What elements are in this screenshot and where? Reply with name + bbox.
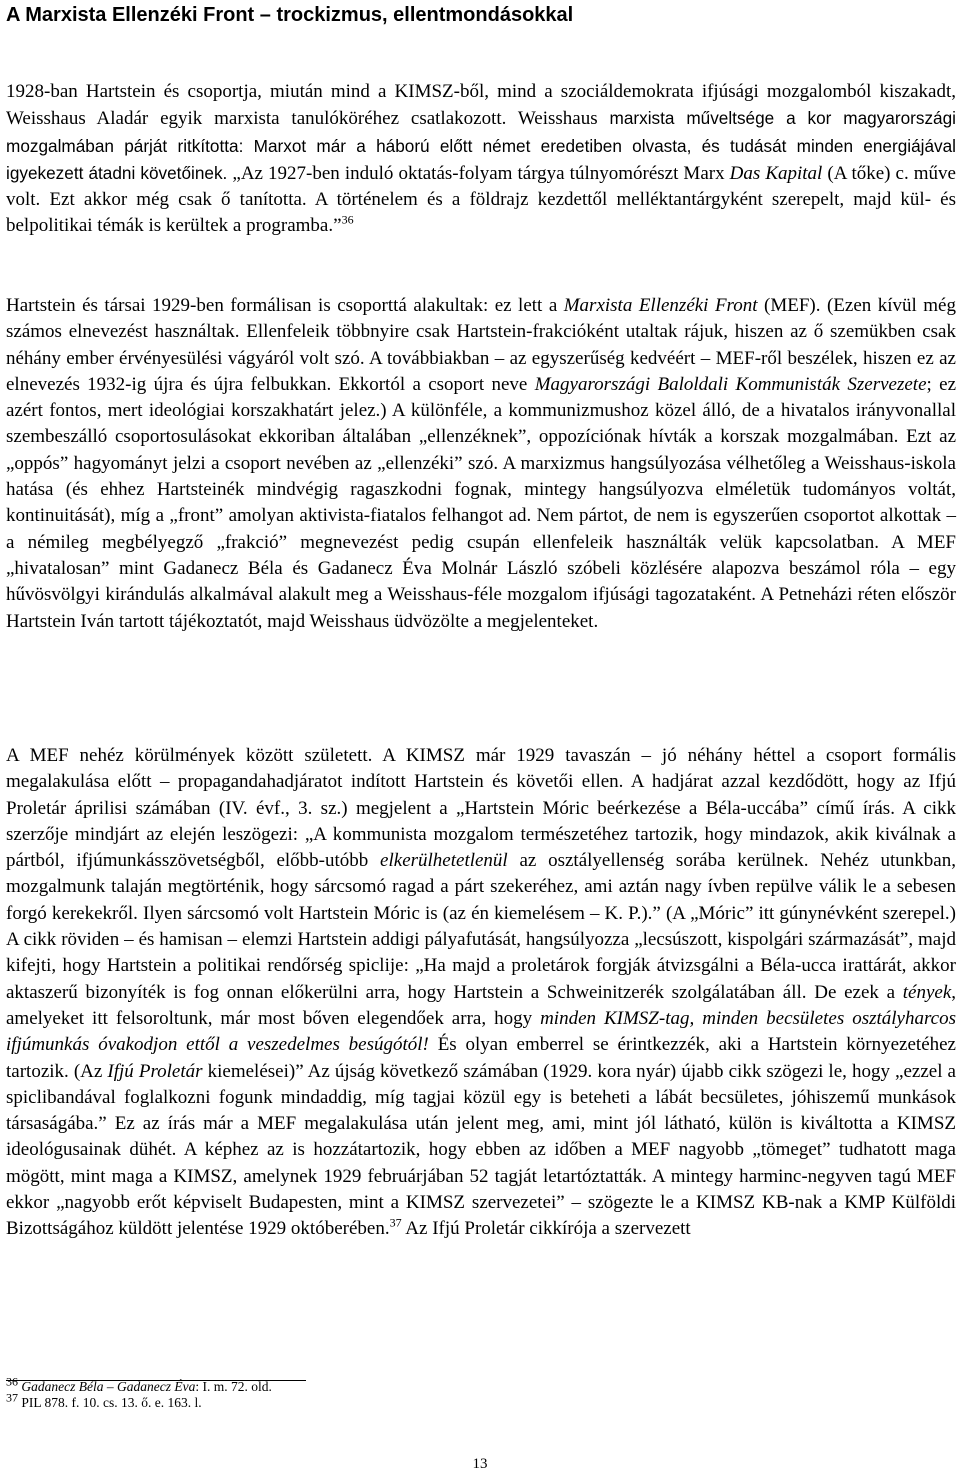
text-run: Hartstein és társai 1929-ben formálisan is csoporttá alakultak: ez lett a [6,295,564,316]
body-paragraph [6,293,956,635]
text-run: , amelyeket itt felsoroltunk, már most bőven elegendőek arra, hogy [6,981,956,1029]
text-run: : I. m. 72. old. [195,1379,272,1394]
text-run: az osztályellenség sorába kerülnek. Nehéz utunkban, mozgalmunk talaján megtörténik, hogy sárcsomó ragad a párt szekeréhez, ami aztán nagy ívben repülve válik le a sebesen forgó kerekekről. Ilyen sárcsomó volt Hartstein Móric is (az én kiemelésem – K. P.).” (A „Móric” itt gúnynévként szerepel.) A cikk röviden – és hamisan – elemzi Hartstein addigi pályafutását, hangsúlyozza „lecsúszott, kispolgári származását”, majd kifejti, hogy Hartstein a politikai rendőrség spiclije: „Ha majd a proletárok forgják átvizsgálni a Béla-ucca irattárát, akkor aktaszerű bizonyíték is fog onnan előkerülni arra, hogy Hartstein a Schweinitzerék szolgálatában áll. De ezek a [6,850,956,1003]
text-run: ; ez azért fontos, mert ideológiai korszakhatárt jelez.) A különféle, a kommunizmushoz közel álló, de a hivatalos irányvonallal szembeszálló csoportosulásokat ekkoriban általában „ellenzéknek”, oppozíciónak hívták a korszak mozgalmában. Ezt az „oppós” hagyományt jelzi a csoport nevében az „ellenzéki” szó. A marxizmus hangsúlyozása vélhetőleg a Weisshaus-iskola hatása (és ehhez Hartsteinék mindvégig ragaszkodni fognak, mintegy hangsúlyozva elméletük tudományos voltát, kontinuitását), míg a „front” amolyan aktivista-fiatalos felhangot ad. Nem pártot, de nem is egyszerűen csoportot alkottak – a némileg megbélyegző „frakció” megnevezést pedig csupán ellenfeleik használták velük kapcsolatban. A MEF „hivatalosan” mint Gadanecz Béla és Gadanecz Éva Molnár László szóbeli közlésére alapozva beszámol róla – egy hűvösvölgyi kirándulás alkalmával alakult meg a Weisshaus-féle mozgalom ifjúsági tagozataként. A Petneházi réten először Hartstein Iván tartott tájékoztatót, majd Weisshaus üdvözölte a megjelenteket. [6,373,957,632]
italic-run: Das Kapital [729,162,823,184]
italic-run: Gadanecz Béla – Gadanecz Éva [21,1379,196,1394]
section-heading: A Marxista Ellenzéki Front – trockizmus, ellentmondásokkal [6,4,574,26]
text-run: 1928-ban Hartstein és csoportja, miután mind a KIMSZ-ből, mind a szociáldemokrata ifjúsági mozgalomból kiszakadt, Weisshaus Aladár egyik marxista tanulóköréhez csatlakozott. Weisshaus [6,81,956,130]
text-run: „Az 1927-ben induló oktatás-folyam tárgya túlnyomórészt Marx [227,162,730,184]
body-paragraph [6,79,956,240]
italic-run: Magyarországi Baloldali Kommunisták Szervezete [534,373,927,395]
footnote-ref: 37 [389,1216,402,1231]
footnote-ref: 36 [6,1374,18,1389]
text-run: kiemelései)” Az újság következő számában (1929. kora nyár) újabb cikk szögezi le, hogy „ezzel a spiclibandával foglalkozni fogunk mindaddig, míg tagjai közül egy is beteheti a lábát becsületes, jóhiszemű munkások társaságába.” Ez az írás már a MEF megalakulása után jelent meg, ami, mint jól látható, külön is kiváltotta a KIMSZ ideológusainak dühét. A képhez az is hozzátartozik, hogy ebben az időben a MEF nagyobb „tömeget” tudhatott maga mögött, mint maga a KIMSZ, amelynek 1929 februárjában 52 tagját letartóztatták. A mintegy harminc-negyven tagú MEF ekkor „nagyobb erőt képviselt Budapesten, mint a KIMSZ szervezetei” – szögezte le a KIMSZ KB-nak a KMP Külföldi Bizottságához küldött jelentése 1929 októberében. [6,1060,956,1240]
text-run: És olyan emberrel se érintkezzék, aki a Hartstein környezetéhez tartozik. (Az [6,1034,956,1082]
text-run: A MEF nehéz körülmények között született. A KIMSZ már 1929 tavaszán – jó néhány héttel a csoport formális megalakulása előtt – propagandahadjáratot indított Hartstein és követői ellen. A hadjárat azzal kezdődött, hogy az Ifjú Proletár áprilisi számában (IV. évf., 3. sz.) megjelent a „Hartstein Móric beérkezése a Béla-uccába” című írás. A cikk szerzője mindjárt az elején leszögezi: „A kommunista mozgalom természetéhez tartozik, hogy mindazok, akik kiválnak a pártból, ifjúmunkásszövetségből, előbb-utóbb [6,745,956,872]
italic-run: Ifjú Proletár [107,1060,203,1082]
text-run: PIL 878. f. 10. cs. 13. ő. e. 163. l. [18,1395,202,1410]
page-number: 13 [472,1456,488,1472]
italic-run: minden KIMSZ-tag, minden becsületes osztályharcos ifjúmunkás óvakodjon ettől a veszedelmes besúgótól! [6,1007,956,1056]
text-run: (A tőke) c. műve volt. Ezt akkor még csak ő tanította. A történelem és a földrajz kezdettől melléktantárgyként szerepelt, majd kül- és belpolitikai témák is kerültek a programba.” [6,162,956,237]
sans-run: marxista műveltsége a kor magyarországi mozgalmában párját ritkította: Marxot már a háború előtt német eredetiben olvasta, és tudását minden energiájával igyekezett átadni követőinek. [6,108,956,183]
text-run: (MEF). (Ezen kívül még számos elnevezést használtak. Ellenfeleik többnyire csak Hartstein-frakcióként utaltak rájuk, hiszen az ő szemükben csak néhány ember érvényesülési vágyáról volt szó. A továbbiakban – az egyszerűség kedvéért – MEF-ről beszélek, hiszen ez az elnevezés 1932-ig újra és újra felbukkan. Ekkortól a csoport neve [6,295,956,395]
footnote-ref: 37 [6,1390,18,1405]
italic-run: elkerülhetetlenül [380,850,508,872]
italic-run: Marxista Ellenzéki Front [563,295,758,316]
footnote-ref: 36 [341,213,354,228]
body-paragraph [6,743,956,1243]
italic-run: tények [902,981,952,1003]
text-run: Az Ifjú Proletár cikkírója a szervezett [401,1218,691,1240]
footnote [6,1390,202,1412]
